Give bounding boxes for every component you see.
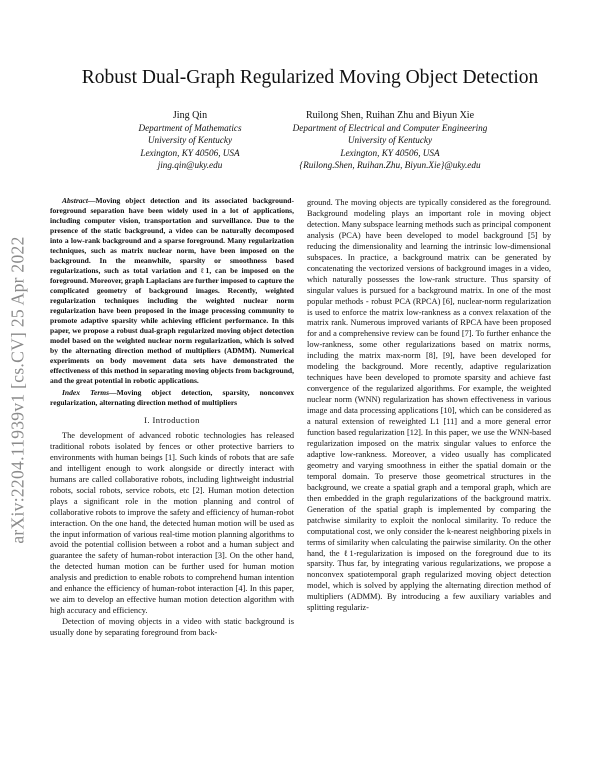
index-terms — [50, 388, 294, 408]
intro-paragraph-1: The development of advanced robotic technologies has released traditional robots isolated by fences or other protective barriers to environments with human beings [1]. Such kinds of robots that are safe and intelligent enough to work alongside or directly interact with humans are called collaborative robots, including lightweight industrial robots, social robots, service robots, etc [2]. Human motion detection plays a significant role in the motion planning and control of collaborative robots to improve the safety and efficiency of human-robot interaction. On the one hand, the detected human motion will be used as the input information of various real-time motion planning algorithms to avoid the potential collision between a robot and a human subject and guarantee the safety of human-robot interaction [3]. On the other hand, the detected human motion can be further used for human motion analysis and prediction to enable robots to comprehend human intention and enhance the efficiency of human-robot interaction [4]. In this paper, we aim to develop an effective human motion detection algorithm with high accuracy and efficiency. — [50, 430, 294, 616]
author-city: Lexington, KY 40506, USA — [140, 147, 240, 158]
right-column-paragraph: ground. The moving objects are typically considered as the foreground. Background modeling plays an important role in moving object detection. Many subspace learning methods such as principal component analysis (PCA) have been developed to model background [5] by reducing the dimensionality and learning the intrinsic low-dimensional subspaces. In practice, a background matrix can be generated by concatenating the vectorized versions of background images in a video, which naturally possesses the low-rank structure. Thus sparsity of singular values is pursued for a background matrix. In one of the most popular methods - robust PCA (RPCA) [6], nuclear-norm regularization is used to enforce the matrix low-rankness as a convex relaxation of the matrix rank. Numerous improved variants of RPCA have been proposed for and a comprehensive review can be found [7]. To further enhance the low-rankness, some other regularizations based on matrix norms, including the matrix max-norm [8], [9], have been developed for modeling the background. More recently, adaptive regularization techniques have been developed to promote sparsity and achieve fast convergence of the regularized algorithms. For example, the weighted nuclear norm (WNN) regularization has shown effectiveness in various image and data processing applications [10], which can be considered as a natural extension of reweighted L1 [11] and a more general error function based regularization [12]. In this paper, we use the WNN-based regularization imposed on the matrix singular values to enforce the adaptive low-rankness. Moreover, a video usually has complicated geometry and varying smoothness in either the spatial domain or the temporal domain. To preserve those geometrical structures in the background, we create a spatial graph and a temporal graph, which are then embedded in the graph regularizations of the background matrix. Generation of the spatial graph is implemented by comparing the patchwise similarity to exploit the nonlocal similarity. To reduce the computational cost, we only consider the k-nearest neighboring pixels in terms of similarity when calculating the pairwise similarity. On the other hand, the ℓ1-regularization is imposed on the foreground due to its sparsity. Thus far, by integrating various regularizations, we propose a nonconvex spatiotemporal graph regularized moving object detection model, which is solved by applying the alternating direction method of multipliers (ADMM). By introducing a few auxiliary variables and splitting regulariz- — [307, 198, 551, 613]
author-email: jing.qin@uky.edu — [157, 159, 223, 170]
intro-paragraph-2: Detection of moving objects in a video with static background is usually done by separating foreground from back- — [50, 617, 294, 638]
author-city: Lexington, KY 40506, USA — [340, 147, 440, 158]
author-email: {Ruilong.Shen, Ruihan.Zhu, Biyun.Xie}@uky.edu — [299, 159, 481, 170]
abstract — [50, 196, 294, 386]
paper-title: Robust Dual-Graph Regularized Moving Object Detection — [81, 67, 539, 88]
author-block-1 — [90, 110, 290, 171]
left-column — [50, 196, 294, 639]
author-block-2 — [262, 110, 518, 171]
abstract-lead: Abstract — [62, 196, 88, 205]
author-name: Jing Qin — [172, 110, 208, 121]
author-department: Department of Mathematics — [138, 123, 242, 134]
author-university: University of Kentucky — [147, 135, 233, 146]
author-university: University of Kentucky — [347, 135, 433, 146]
abstract-text: —Moving object detection and its associated background-foreground separation have been widely used in a lot of applications, including computer vision, transportation and surveillance. Due to the presence of the static background, a video can be naturally decomposed into a low-rank background and a sparse foreground. Many regularization techniques, such as matrix nuclear norm, have been imposed on the background. In the meanwhile, sparsity or smoothness based regularizations, such as total variation and ℓ1, can be imposed on the foreground. Moreover, graph Laplacians are further imposed to capture the complicated geometry of background images. Recently, weighted regularization techniques including the weighted nuclear norm regularization have been proposed in the image processing community to promote adaptive sparsity while achieving efficient performance. In this paper, we propose a robust dual-graph regularized moving object detection model based on the weighted nuclear norm regularization, which is solved by the alternating direction method of multipliers (ADMM). Numerical experiments on body movement data sets have demonstrated the effectiveness of this method in separating moving objects from background, and the great potential in robotic applications. — [50, 196, 294, 385]
arxiv-sidebar-stamp — [6, 200, 30, 580]
author-department: Department of Electrical and Computer Engineering — [292, 123, 488, 134]
author-name: Ruilong Shen, Ruihan Zhu and Biyun Xie — [305, 110, 475, 121]
index-terms-text: —Moving object detection, sparsity, nonconvex regularization, alternating direction method of multipliers — [50, 388, 294, 407]
arxiv-identifier: arXiv:2204.11939v1 [cs.CV] 25 Apr 2022 — [7, 236, 28, 544]
right-column — [307, 198, 551, 614]
index-terms-lead: Index Terms — [62, 388, 110, 397]
section-heading: I. Introduction — [144, 415, 200, 425]
